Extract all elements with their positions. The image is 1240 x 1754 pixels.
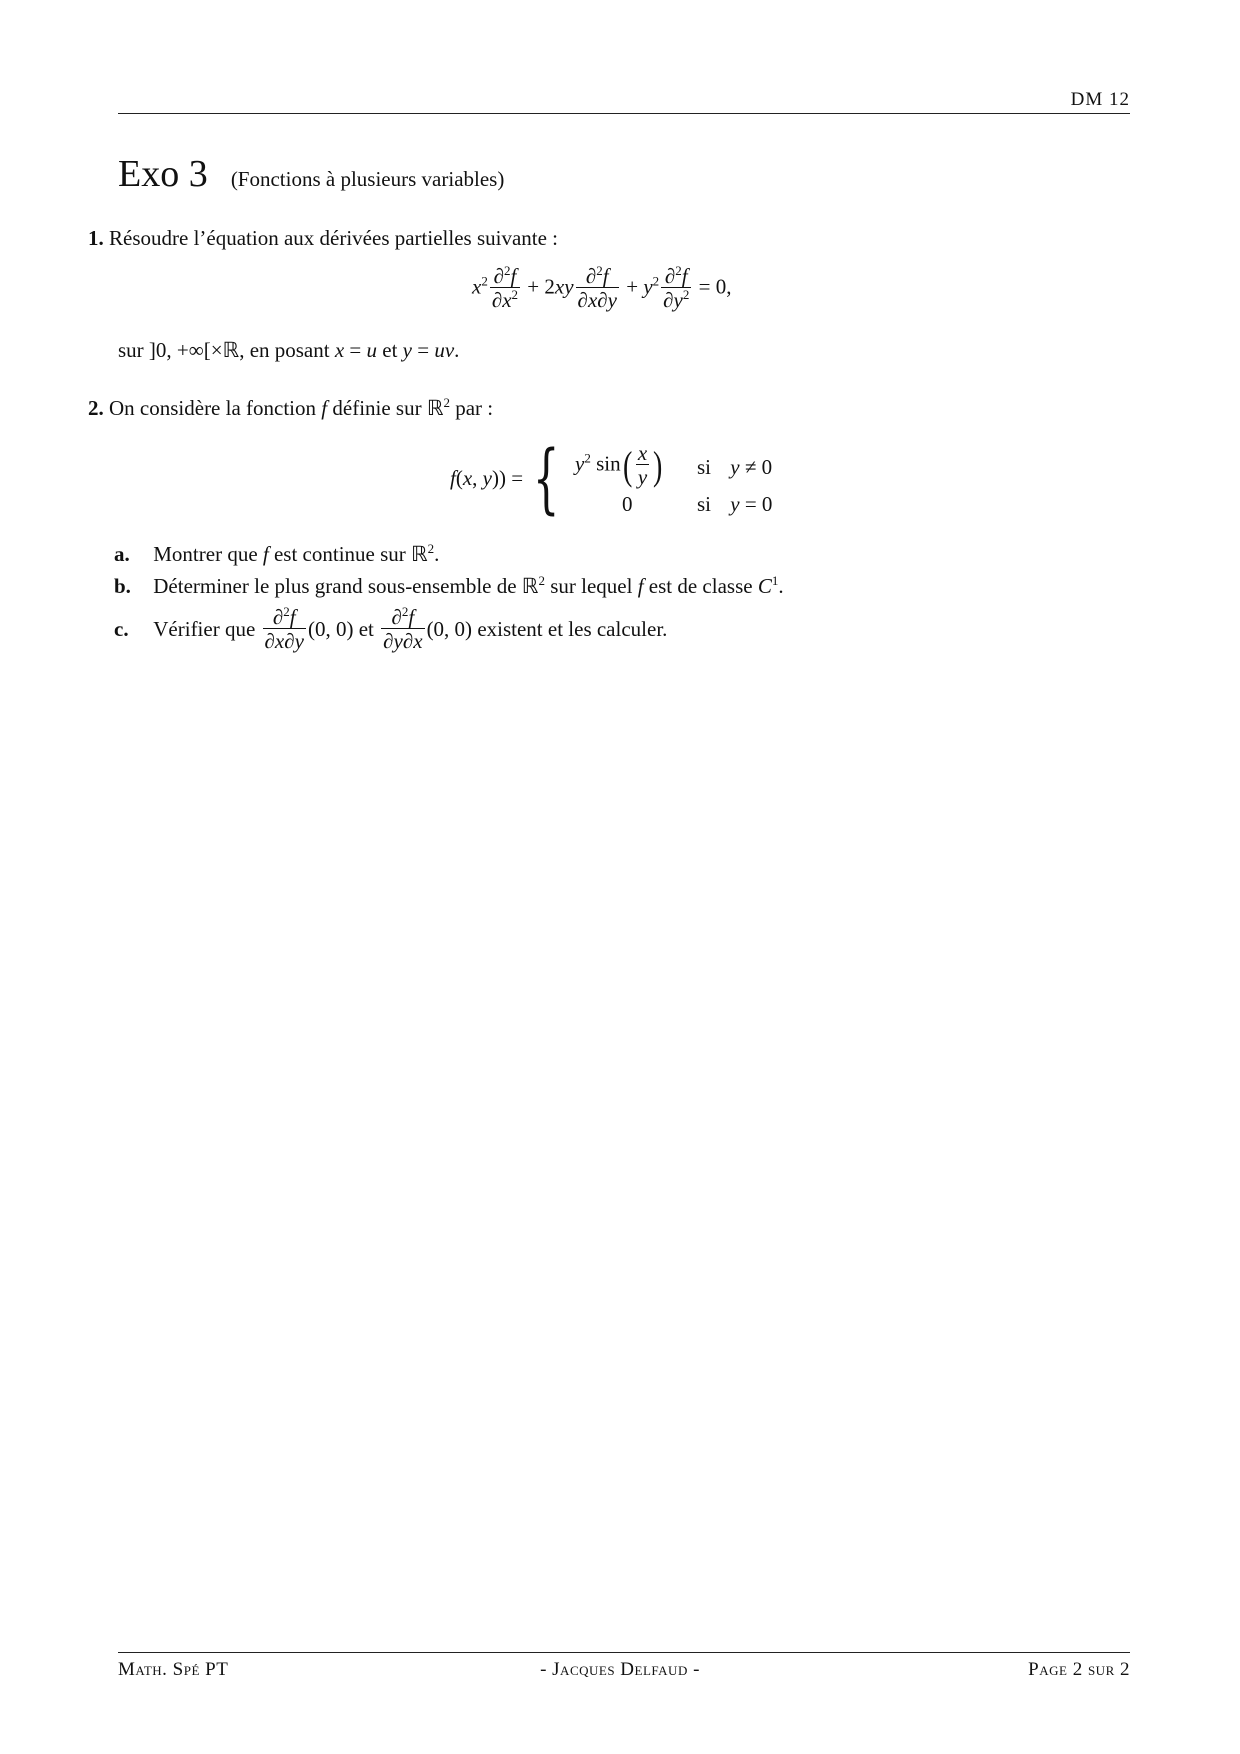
question-2-text-b: définie sur ℝ [332,396,444,420]
question-1-text: Résoudre l’équation aux dérivées partielles suivante : [109,226,559,250]
subquestion-b-text-c: est de classe [648,574,753,598]
subquestion-c-text-c: existent et les calculer. [477,617,668,642]
piecewise-definition: f(x, y)) = { [450,433,560,522]
question-2-text-a: On considère la fonction [109,396,317,420]
case-2-condition: si y = 0 [697,492,773,516]
case-2-value: 0 [622,492,633,516]
subquestion-c: c. Vérifier que $\frac{\partial^2f}{\partial x\partial y}$ (0, 0) et $\frac{\partial^2f}{\partial y\partial x}$ (0, 0) existent et les calculer. [114,604,668,654]
subquestion-c-text-b: et [358,617,374,642]
header-doc-id: DM 12 [1070,89,1130,110]
question-1-number: 1. [88,226,104,250]
subquestion-a: a. Montrer que f est continue sur ℝ$^2$. [114,541,440,566]
question-2-text-c: par : [455,396,494,420]
subquestion-c-label: c. [114,617,129,642]
subquestion-b: b. Déterminer le plus grand sous-ensemble de ℝ$^2$ sur lequel f est de classe $C^1$. [114,573,784,598]
case-1-condition: si y ≠ 0 [697,455,773,479]
pde-equation: $x^2$ $\frac{\partial^2f}{\partial x^2}$ + 2xy $\frac{\partial^2f}{\partial x\partial y}$ + $y^2$ $\frac{\partial^2f}{\partial y^2}$ = 0, [472,263,732,313]
subquestion-a-text-c: . [434,542,440,566]
question-2-number: 2. [88,396,104,420]
header-rule [118,113,1130,114]
footer-page-number: Page 2 sur 2 [1028,1659,1130,1680]
exercise-title-text: Exo 3 [118,153,208,195]
subquestion-b-text-d: . [778,574,784,598]
subquestion-b-label: b. [114,574,131,598]
question-1-substitution: sur ]0, +∞[×ℝ, en posant x = u et y = uv. [118,338,460,362]
footer-author: - Jacques Delfaud - [540,1659,700,1680]
subquestion-a-text-a: Montrer que [153,542,258,566]
case-2-si: si [697,492,712,516]
case-1: $y^2$ sin( $\frac{x}{y}$ ) [575,441,663,490]
subquestion-c-text-a: Vérifier que [153,617,256,642]
subquestion-b-text-b: sur lequel [550,574,633,598]
question-1-line [88,226,558,251]
exercise-title [118,152,504,196]
subquestion-a-label: a. [114,542,130,566]
case-1-si: si [697,455,712,479]
footer-rule [118,1652,1130,1653]
subquestion-b-text-a: Déterminer le plus grand sous-ensemble de ℝ [153,574,539,598]
equation-rhs: = 0, [698,274,732,299]
subquestion-a-text-b: est continue sur ℝ [273,542,428,566]
footer-course: Math. Spé PT [118,1659,229,1680]
substitution-prefix: sur ]0, +∞[×ℝ, en posant [118,338,330,362]
left-brace: { [533,433,560,522]
substitution-and: et [382,338,398,362]
exercise-subtitle: (Fonctions à plusieurs variables) [230,167,505,191]
question-2-line: 2. On considère la fonction f définie sur ℝ$^2$ par : [88,395,494,420]
